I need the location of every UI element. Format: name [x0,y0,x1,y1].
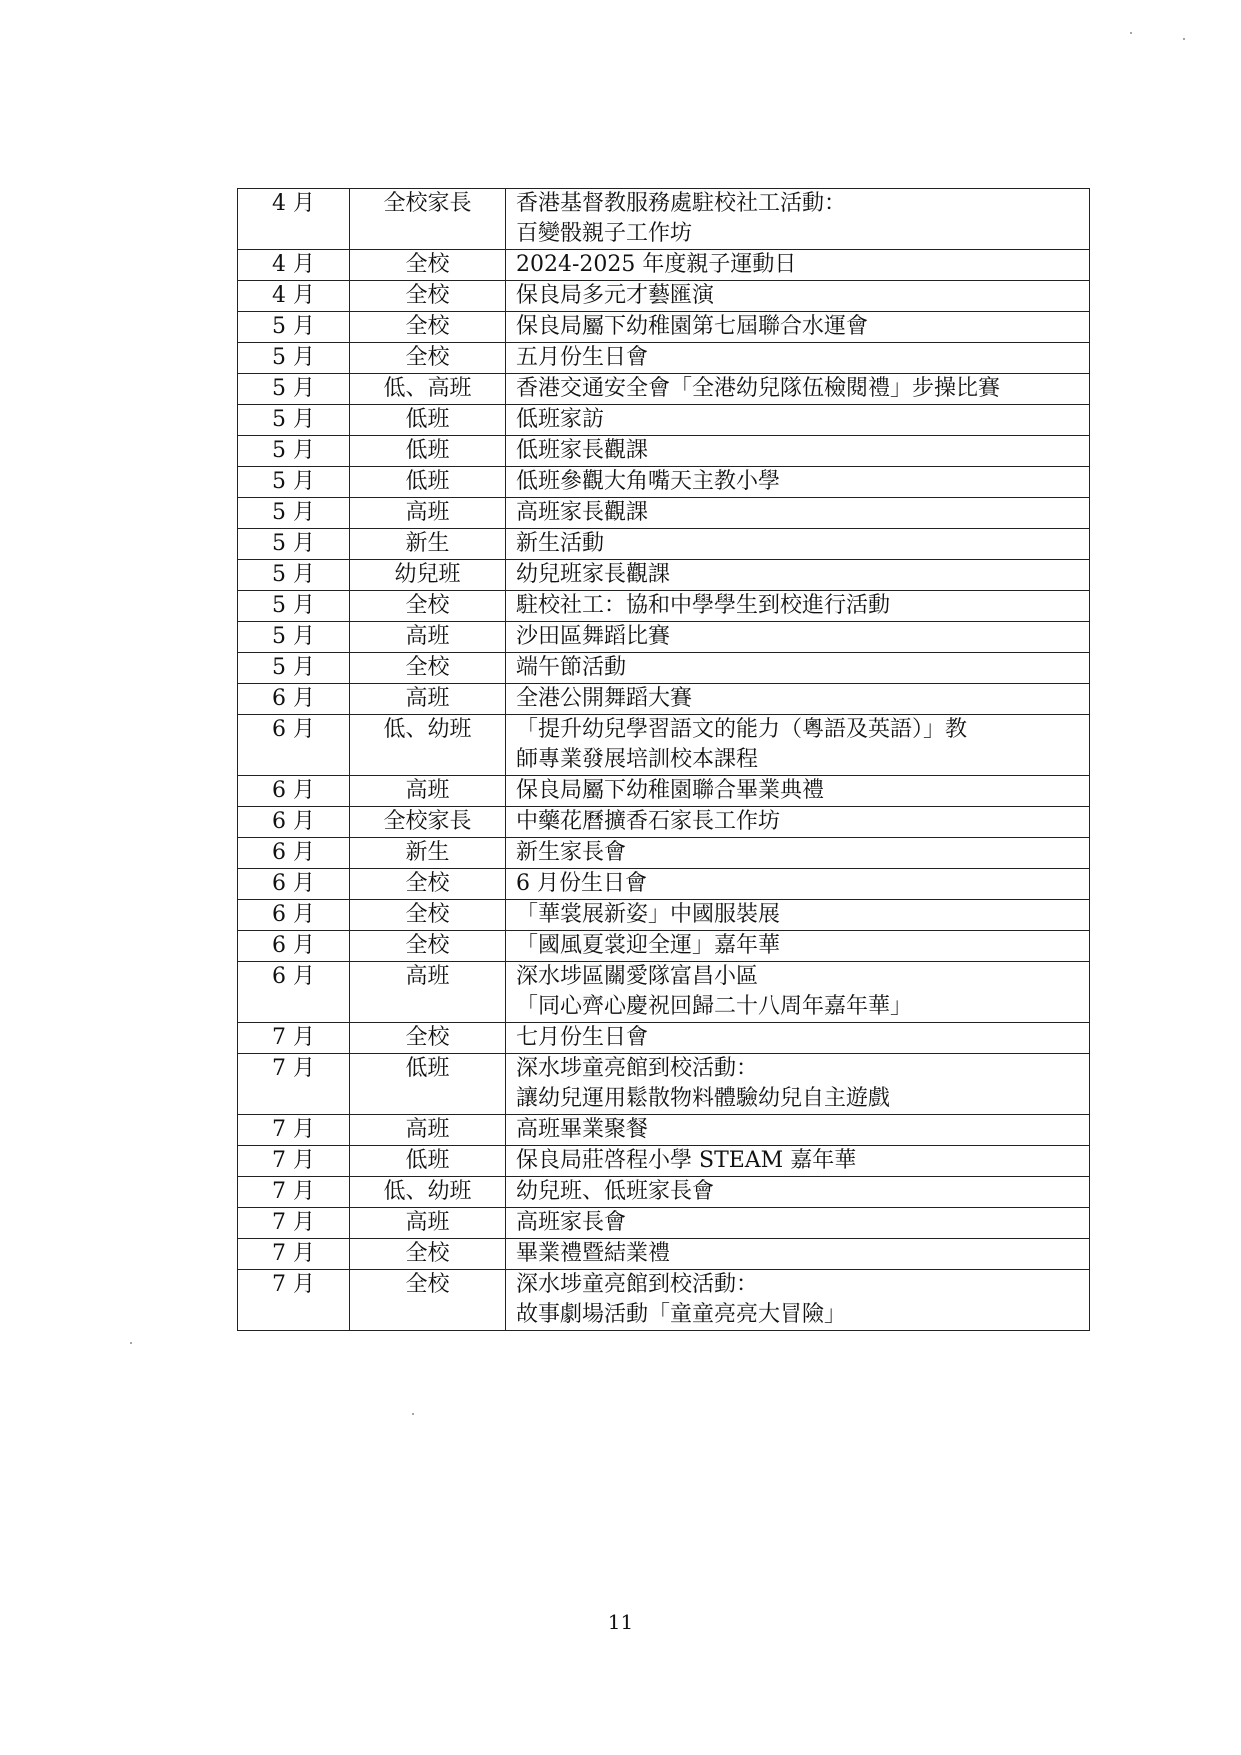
month-cell: 7 月 [238,1208,350,1239]
target-cell: 高班 [350,622,506,653]
table-row [238,1208,1090,1239]
month-cell: 6 月 [238,807,350,838]
table-row [238,931,1090,962]
target-cell: 全校 [350,1023,506,1054]
activity-cell: 保良局多元才藝匯演 [506,281,1090,312]
target-cell: 低班 [350,1054,506,1115]
month-cell: 5 月 [238,374,350,405]
scan-speck [1130,32,1132,34]
month-cell: 7 月 [238,1270,350,1331]
month-cell: 4 月 [238,250,350,281]
activity-cell: 五月份生日會 [506,343,1090,374]
activity-cell: 深水埗童亮館到校活動： 讓幼兒運用鬆散物料體驗幼兒自主遊戲 [506,1054,1090,1115]
table-row [238,869,1090,900]
month-cell: 5 月 [238,436,350,467]
month-cell: 7 月 [238,1115,350,1146]
target-cell: 全校 [350,931,506,962]
activity-cell: 畢業禮暨結業禮 [506,1239,1090,1270]
target-cell: 全校 [350,312,506,343]
month-cell: 6 月 [238,931,350,962]
target-cell: 高班 [350,498,506,529]
activity-table [237,188,1090,1331]
target-cell: 低、幼班 [350,1177,506,1208]
activity-cell: 「華裳展新姿」中國服裝展 [506,900,1090,931]
month-cell: 6 月 [238,684,350,715]
activity-cell: 保良局屬下幼稚園聯合畢業典禮 [506,776,1090,807]
activity-cell: 深水埗區關愛隊富昌小區 「同心齊心慶祝回歸二十八周年嘉年華」 [506,962,1090,1023]
target-cell: 新生 [350,529,506,560]
target-cell: 高班 [350,1208,506,1239]
table-row [238,529,1090,560]
month-cell: 5 月 [238,498,350,529]
target-cell: 高班 [350,1115,506,1146]
month-cell: 5 月 [238,591,350,622]
month-cell: 6 月 [238,776,350,807]
target-cell: 全校 [350,343,506,374]
target-cell: 全校家長 [350,807,506,838]
target-cell: 高班 [350,962,506,1023]
activity-cell: 深水埗童亮館到校活動： 故事劇場活動「童童亮亮大冒險」 [506,1270,1090,1331]
activity-cell: 新生家長會 [506,838,1090,869]
month-cell: 6 月 [238,900,350,931]
page-number: 11 [607,1610,634,1634]
month-cell: 6 月 [238,869,350,900]
target-cell: 低班 [350,1146,506,1177]
target-cell: 全校家長 [350,189,506,250]
activity-cell: 「國風夏裳迎全運」嘉年華 [506,931,1090,962]
activity-cell: 中藥花曆擴香石家長工作坊 [506,807,1090,838]
month-cell: 6 月 [238,962,350,1023]
activity-cell: 香港基督教服務處駐校社工活動： 百變骰親子工作坊 [506,189,1090,250]
target-cell: 低、幼班 [350,715,506,776]
scan-speck [1183,38,1185,40]
target-cell: 全校 [350,1239,506,1270]
activity-cell: 沙田區舞蹈比賽 [506,622,1090,653]
target-cell: 低班 [350,436,506,467]
target-cell: 低、高班 [350,374,506,405]
target-cell: 高班 [350,684,506,715]
table-row [238,962,1090,1023]
activity-cell: 低班家訪 [506,405,1090,436]
table-row [238,281,1090,312]
table-row [238,560,1090,591]
table-row [238,467,1090,498]
month-cell: 5 月 [238,622,350,653]
table-row [238,900,1090,931]
activity-cell: 高班畢業聚餐 [506,1115,1090,1146]
activity-cell: 香港交通安全會「全港幼兒隊伍檢閱禮」步操比賽 [506,374,1090,405]
table-row [238,1023,1090,1054]
target-cell: 高班 [350,776,506,807]
table-row [238,1054,1090,1115]
table-row [238,312,1090,343]
activity-cell: 全港公開舞蹈大賽 [506,684,1090,715]
target-cell: 低班 [350,467,506,498]
table-row [238,684,1090,715]
table-row [238,343,1090,374]
month-cell: 7 月 [238,1177,350,1208]
month-cell: 7 月 [238,1146,350,1177]
table-row [238,374,1090,405]
month-cell: 7 月 [238,1023,350,1054]
activity-cell: 低班家長觀課 [506,436,1090,467]
table-row [238,1270,1090,1331]
target-cell: 全校 [350,900,506,931]
month-cell: 5 月 [238,467,350,498]
month-cell: 5 月 [238,405,350,436]
activity-cell: 端午節活動 [506,653,1090,684]
table-row [238,591,1090,622]
table-body [238,189,1090,1331]
activity-cell: 「提升幼兒學習語文的能力（粵語及英語）」教 師專業發展培訓校本課程 [506,715,1090,776]
table-row [238,622,1090,653]
month-cell: 5 月 [238,343,350,374]
table-row [238,250,1090,281]
table-row [238,776,1090,807]
month-cell: 4 月 [238,281,350,312]
table-row [238,715,1090,776]
target-cell: 幼兒班 [350,560,506,591]
month-cell: 6 月 [238,715,350,776]
table-row [238,653,1090,684]
activity-cell: 七月份生日會 [506,1023,1090,1054]
activity-cell: 新生活動 [506,529,1090,560]
activity-cell: 高班家長會 [506,1208,1090,1239]
month-cell: 5 月 [238,312,350,343]
target-cell: 低班 [350,405,506,436]
activity-cell: 保良局莊啓程小學 STEAM 嘉年華 [506,1146,1090,1177]
scan-speck [412,1413,414,1415]
table-row [238,498,1090,529]
month-cell: 7 月 [238,1054,350,1115]
month-cell: 7 月 [238,1239,350,1270]
month-cell: 5 月 [238,560,350,591]
target-cell: 全校 [350,281,506,312]
activity-cell: 保良局屬下幼稚園第七屆聯合水運會 [506,312,1090,343]
activity-cell: 低班參觀大角嘴天主教小學 [506,467,1090,498]
month-cell: 5 月 [238,529,350,560]
table-row [238,405,1090,436]
activity-cell: 2024-2025 年度親子運動日 [506,250,1090,281]
table-row [238,1177,1090,1208]
target-cell: 全校 [350,250,506,281]
activity-cell: 幼兒班、低班家長會 [506,1177,1090,1208]
month-cell: 5 月 [238,653,350,684]
table-row [238,189,1090,250]
activity-cell: 6 月份生日會 [506,869,1090,900]
target-cell: 全校 [350,591,506,622]
table-row [238,1146,1090,1177]
target-cell: 全校 [350,653,506,684]
target-cell: 新生 [350,838,506,869]
table-row [238,1239,1090,1270]
target-cell: 全校 [350,1270,506,1331]
activity-cell: 駐校社工：協和中學學生到校進行活動 [506,591,1090,622]
table-row [238,436,1090,467]
table-row [238,807,1090,838]
month-cell: 6 月 [238,838,350,869]
table-row [238,838,1090,869]
month-cell: 4 月 [238,189,350,250]
activity-cell: 幼兒班家長觀課 [506,560,1090,591]
scan-speck [130,1342,132,1344]
target-cell: 全校 [350,869,506,900]
activity-cell: 高班家長觀課 [506,498,1090,529]
table-row [238,1115,1090,1146]
